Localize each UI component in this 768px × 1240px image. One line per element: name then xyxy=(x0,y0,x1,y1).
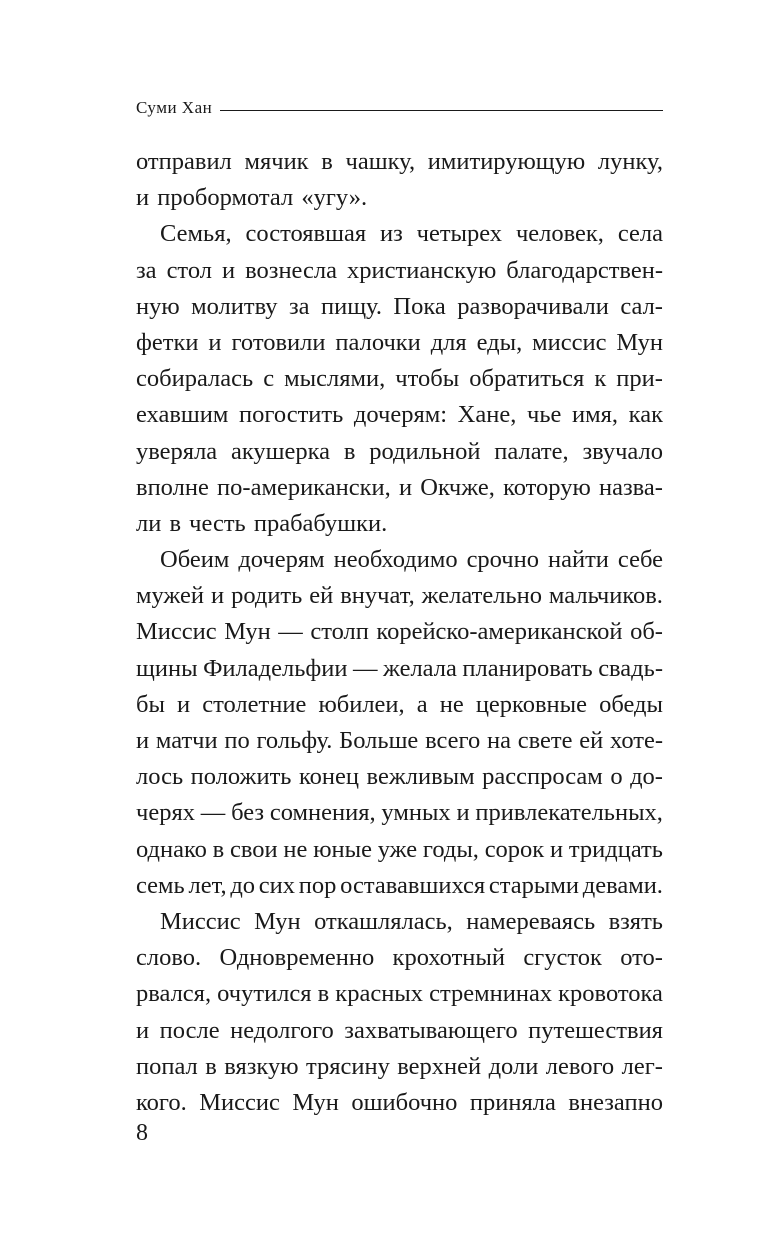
text-line: однако в свои не юные уже годы, сорок и тридцать xyxy=(136,835,663,863)
text-line: ехавшим погостить дочерям: Хане, чье имя, как xyxy=(136,401,663,429)
text-line: Обеим дочерям необходимо срочно найти себе xyxy=(160,546,663,574)
text-line: лось положить конец вежливым расспросам о до- xyxy=(136,763,663,791)
text-line: черях — без сомнения, умных и привлекательных, xyxy=(136,799,663,827)
text-line: отправил мячик в чашку, имитирующую лунку, xyxy=(136,148,663,175)
text-line: фетки и готовили палочки для еды, миссис Мун xyxy=(136,328,663,356)
text-line: и матчи по гольфу. Больше всего на свете ей хоте- xyxy=(136,727,663,754)
text-line: Семья, состоявшая из четырех человек, села xyxy=(160,220,663,248)
text-line: за стол и вознесла христианскую благодарствен- xyxy=(136,256,663,284)
running-head xyxy=(136,96,663,120)
page-number: 8 xyxy=(136,1120,148,1146)
text-line: уверяла акушерка в родильной палате, звучало xyxy=(136,437,663,465)
text-line: и после недолгого захватывающего путешествия xyxy=(136,1016,663,1044)
body-text xyxy=(136,144,663,1121)
text-line: мужей и родить ей внучат, желательно мальчиков. xyxy=(136,582,663,610)
text-line: ную молитву за пищу. Пока разворачивали сал- xyxy=(136,292,663,320)
text-line: слово. Одновременно крохотный сгусток ото- xyxy=(136,944,663,972)
text-line: Миссис Мун откашлялась, намереваясь взять xyxy=(160,907,663,935)
text-line: семь лет, до сих пор остававшихся старыми девами. xyxy=(136,871,663,899)
text-line: собиралась с мыслями, чтобы обратиться к при- xyxy=(136,365,663,393)
text-line: вполне по-американски, и Окчже, которую назва- xyxy=(136,473,663,501)
text-line: Миссис Мун — столп корейско-американской об- xyxy=(136,618,663,646)
author-name: Суми Хан xyxy=(136,98,213,117)
text-line: бы и столетние юбилеи, а не церковные обеды xyxy=(136,690,663,718)
text-line: рвался, очутился в красных стремнинах кровотока xyxy=(136,980,663,1008)
text-line: ли в честь прабабушки. xyxy=(136,509,388,537)
header-rule xyxy=(220,110,663,111)
text-line: щины Филадельфии — желала планировать свадь- xyxy=(136,654,663,682)
text-line: попал в вязкую трясину верхней доли левого лег- xyxy=(136,1052,663,1080)
text-line: кого. Миссис Мун ошибочно приняла внезапно xyxy=(136,1088,663,1116)
text-line: и пробормотал «угу». xyxy=(136,184,368,212)
